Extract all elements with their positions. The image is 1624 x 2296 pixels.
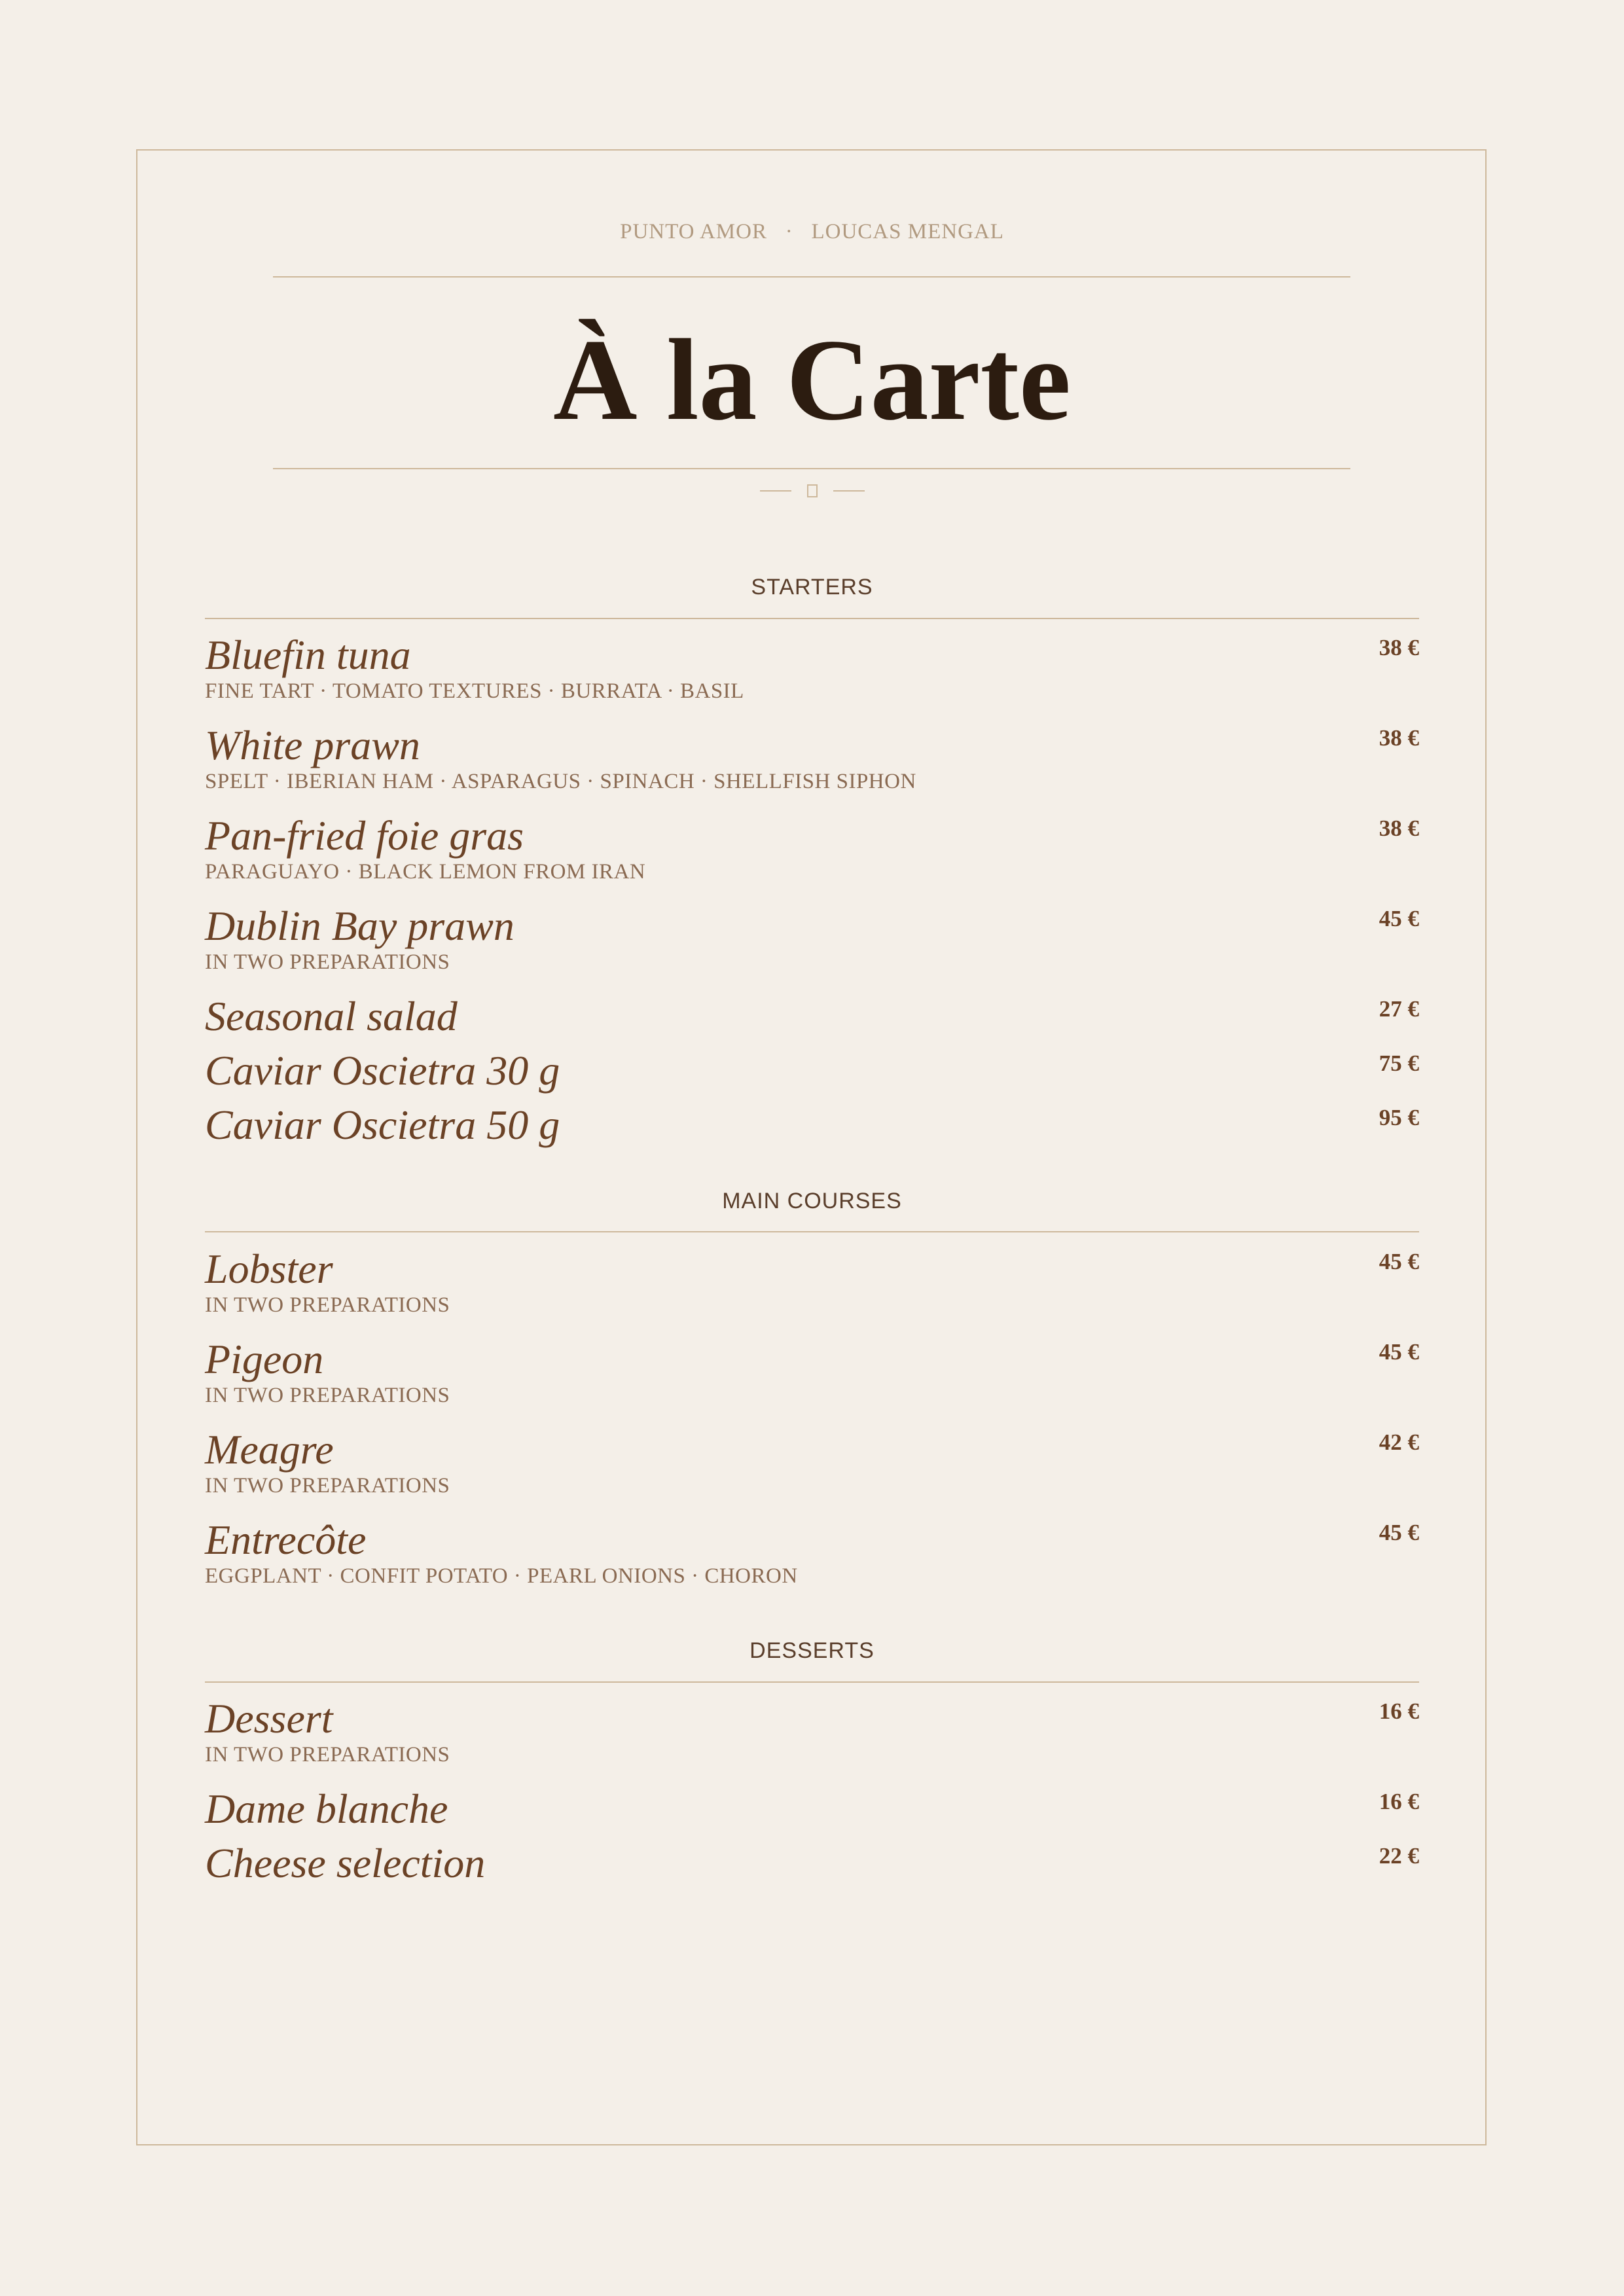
ornament-dash-right bbox=[833, 490, 865, 492]
item-price: 45 € bbox=[1379, 1249, 1419, 1274]
item-description: IN TWO PREPARATIONS bbox=[205, 1474, 450, 1498]
item-price: 27 € bbox=[1379, 996, 1419, 1022]
item-name: Seasonal salad bbox=[205, 993, 458, 1039]
item-price: 38 € bbox=[1379, 725, 1419, 751]
item-description: IN TWO PREPARATIONS bbox=[205, 1293, 450, 1317]
section-title-starters: STARTERS bbox=[751, 575, 873, 600]
item-price: 38 € bbox=[1379, 816, 1419, 841]
item-price: 75 € bbox=[1379, 1050, 1419, 1076]
item-price: 16 € bbox=[1379, 1789, 1419, 1814]
item-price: 45 € bbox=[1379, 1339, 1419, 1365]
page-title: À la Carte bbox=[553, 315, 1071, 444]
chef-name: LOUCAS MENGAL bbox=[811, 220, 1004, 243]
item-price: 95 € bbox=[1379, 1105, 1419, 1130]
item-price: 38 € bbox=[1379, 635, 1419, 660]
item-description: IN TWO PREPARATIONS bbox=[205, 1743, 450, 1767]
section-rule-starters bbox=[205, 618, 1419, 619]
item-name: Dessert bbox=[205, 1695, 333, 1742]
item-price: 45 € bbox=[1379, 906, 1419, 931]
section-rule-main-courses bbox=[205, 1231, 1419, 1232]
ornament-dash-left bbox=[760, 490, 791, 492]
item-name: Bluefin tuna bbox=[205, 632, 411, 678]
item-name: Meagre bbox=[205, 1426, 334, 1473]
item-name: Entrecôte bbox=[205, 1516, 367, 1563]
ornament bbox=[0, 484, 1624, 497]
item-description: PARAGUAYO · BLACK LEMON FROM IRAN bbox=[205, 860, 646, 884]
item-name: White prawn bbox=[205, 722, 420, 768]
item-price: 16 € bbox=[1379, 1698, 1419, 1724]
item-description: IN TWO PREPARATIONS bbox=[205, 950, 450, 974]
item-name: Caviar Oscietra 30 g bbox=[205, 1047, 560, 1094]
restaurant-name: PUNTO AMOR bbox=[620, 220, 767, 243]
section-title-desserts: DESSERTS bbox=[749, 1638, 875, 1663]
item-price: 45 € bbox=[1379, 1520, 1419, 1545]
item-name: Cheese selection bbox=[205, 1840, 486, 1886]
item-name: Dublin Bay prawn bbox=[205, 903, 514, 949]
ornament-square-icon bbox=[807, 484, 818, 497]
restaurant-header bbox=[0, 220, 1624, 244]
section-rule-desserts bbox=[205, 1681, 1419, 1683]
title-rule-bottom bbox=[273, 468, 1350, 469]
item-name: Pan-fried foie gras bbox=[205, 812, 524, 859]
item-name: Lobster bbox=[205, 1246, 333, 1292]
item-name: Caviar Oscietra 50 g bbox=[205, 1102, 560, 1148]
header-separator: · bbox=[785, 220, 793, 243]
item-price: 42 € bbox=[1379, 1429, 1419, 1455]
item-description: SPELT · IBERIAN HAM · ASPARAGUS · SPINACH · SHELLFISH SIPHON bbox=[205, 770, 916, 793]
item-name: Pigeon bbox=[205, 1336, 324, 1382]
item-description: EGGPLANT · CONFIT POTATO · PEARL ONIONS · CHORON bbox=[205, 1564, 798, 1588]
section-title-main-courses: MAIN COURSES bbox=[722, 1189, 902, 1213]
title-rule-top bbox=[273, 276, 1350, 278]
item-description: FINE TART · TOMATO TEXTURES · BURRATA · BASIL bbox=[205, 679, 744, 703]
item-description: IN TWO PREPARATIONS bbox=[205, 1384, 450, 1407]
item-price: 22 € bbox=[1379, 1843, 1419, 1869]
item-name: Dame blanche bbox=[205, 1785, 448, 1832]
